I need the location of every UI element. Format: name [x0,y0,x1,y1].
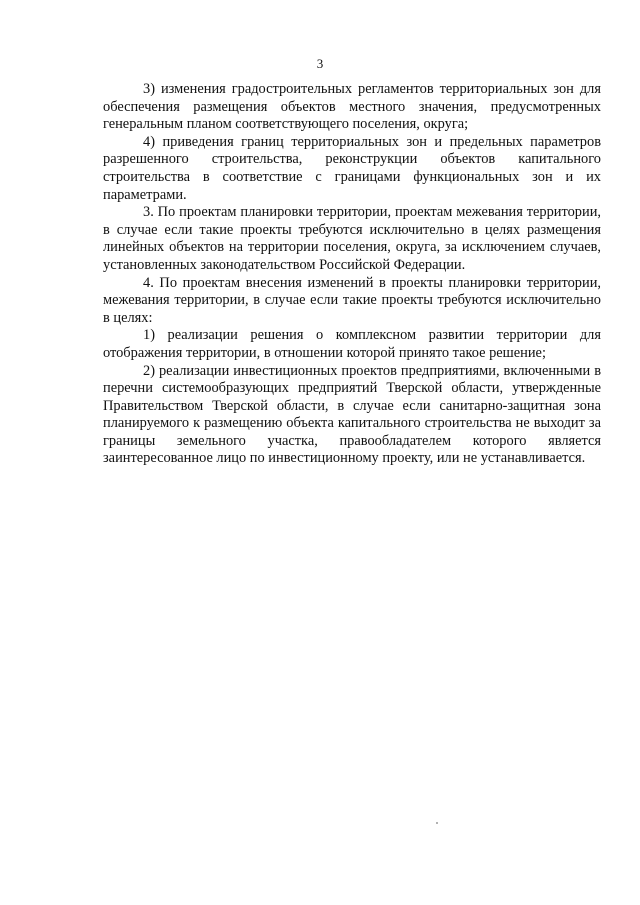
paragraph-section-4-amendments: 4. По проектам внесения изменений в проекты планировки территории, межевания территории, в случае если такие проекты требуются исключительно в целях: [103,274,601,326]
paragraph-subitem-2-investment-projects: 2) реализации инвестиционных проектов предприятиями, включенными в перечни системообразующих предприятий Тверской области, утвержденные Правительством Тверской области, в случае если санитарно-защитная зона планируемого к размещению объекта капитального строительства не выходит за границы земельного участка, правообладателем которого является заинтересованное лицо по инвестиционному проекту, или не устанавливается. [103,362,601,467]
paragraph-item-4-zone-boundaries: 4) приведения границ территориальных зон и предельных параметров разрешенного строительства, реконструкции объектов капитального строительства в соответствие с границами функциональных зон и их параметрами. [103,133,601,203]
paragraph-item-3-zoning-regulations: 3) изменения градостроительных регламентов территориальных зон для обеспечения размещения объектов местного значения, предусмотренных генеральным планом соответствующего поселения, округа; [103,81,601,133]
document-body [103,81,601,468]
page-number: 3 [316,56,324,71]
paragraph-subitem-1-integrated-development: 1) реализации решения о комплексном развитии территории для отображения территории, в отношении которой принято такое решение; [103,327,601,361]
scan-speck [436,822,438,824]
paragraph-section-3-planning-projects: 3. По проектам планировки территории, проектам межевания территории, в случае если такие проекты требуются исключительно в целях размещения линейных объектов на территории поселения, округа, за исключением случаев, установленных законодательством Российской Федерации. [103,204,601,273]
